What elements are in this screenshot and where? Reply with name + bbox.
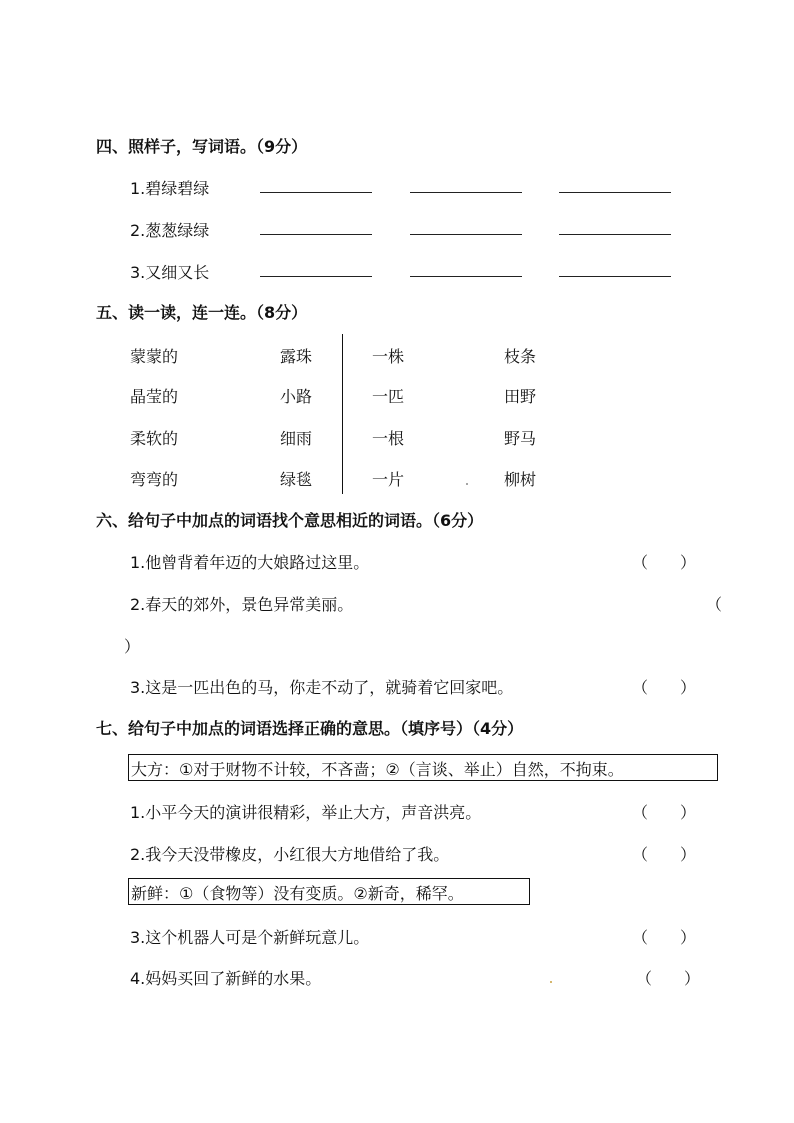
answer-parentheses[interactable]: （ ） <box>632 678 697 697</box>
section-4-heading: 四、照样子，写词语。（9分） <box>96 137 308 156</box>
section-7-item-3: 3.这个机器人可是个新鲜玩意儿。 <box>130 928 370 947</box>
section-5-heading: 五、读一读，连一连。（8分） <box>96 303 308 322</box>
answer-blank[interactable] <box>410 276 522 277</box>
match-left-noun[interactable]: 露珠 <box>280 347 313 366</box>
match-right-measure-word[interactable]: 一片 <box>372 470 405 489</box>
match-left-adjective[interactable]: 柔软的 <box>130 429 179 448</box>
match-right-measure-word[interactable]: 一匹 <box>372 387 405 406</box>
match-left-adjective[interactable]: 弯弯的 <box>130 470 179 489</box>
match-left-adjective[interactable]: 蒙蒙的 <box>130 347 179 366</box>
section-4-item-2: 2.葱葱绿绿 <box>130 221 210 240</box>
answer-paren-close[interactable]: ） <box>124 637 141 656</box>
answer-blank[interactable] <box>260 234 372 235</box>
stray-dot <box>550 981 552 983</box>
section-4-item-3: 3.又细又长 <box>130 263 210 282</box>
match-right-measure-word[interactable]: 一根 <box>372 429 405 448</box>
answer-blank[interactable] <box>410 192 522 193</box>
section-6-item-3: 3.这是一匹出色的马，你走不动了，就骑着它回家吧。 <box>130 678 514 697</box>
section-4-item-1: 1.碧绿碧绿 <box>130 179 210 198</box>
section-7-heading: 七、给句子中加点的词语选择正确的意思。（填序号）（4分） <box>96 719 524 738</box>
answer-parentheses[interactable]: （ ） <box>632 928 697 947</box>
definition-text: 新鲜：①（食物等）没有变质。②新奇，稀罕。 <box>131 884 464 903</box>
answer-parentheses[interactable]: （ ） <box>632 845 697 864</box>
definition-box-xinxian <box>128 878 530 905</box>
definition-text: 大方：①对于财物不计较，不吝啬；②（言谈、举止）自然，不拘束。 <box>131 760 624 779</box>
answer-paren-open[interactable]: （ <box>706 595 723 614</box>
answer-parentheses[interactable]: （ ） <box>632 553 697 572</box>
section-6-heading: 六、给句子中加点的词语找个意思相近的词语。（6分） <box>96 511 484 530</box>
definition-box-dafang <box>128 754 718 781</box>
match-left-noun[interactable]: 绿毯 <box>280 470 313 489</box>
match-left-adjective[interactable]: 晶莹的 <box>130 387 179 406</box>
answer-parentheses[interactable]: （ ） <box>636 969 701 988</box>
section-7-item-1: 1.小平今天的演讲很精彩，举止大方，声音洪亮。 <box>130 803 482 822</box>
answer-blank[interactable] <box>260 276 372 277</box>
section-6-item-2: 2.春天的郊外，景色异常美丽。 <box>130 595 354 614</box>
answer-blank[interactable] <box>559 192 671 193</box>
section-7-item-4: 4.妈妈买回了新鲜的水果。 <box>130 969 322 988</box>
answer-blank[interactable] <box>559 234 671 235</box>
section-6-item-1: 1.他曾背着年迈的大娘路过这里。 <box>130 553 370 572</box>
match-right-noun[interactable]: 田野 <box>504 387 537 406</box>
match-right-measure-word[interactable]: 一株 <box>372 347 405 366</box>
answer-blank[interactable] <box>559 276 671 277</box>
column-divider <box>342 334 343 494</box>
answer-blank[interactable] <box>260 192 372 193</box>
stray-dot <box>466 483 468 485</box>
match-right-noun[interactable]: 柳树 <box>504 470 537 489</box>
match-right-noun[interactable]: 枝条 <box>504 347 537 366</box>
match-right-noun[interactable]: 野马 <box>504 429 537 448</box>
answer-parentheses[interactable]: （ ） <box>632 803 697 822</box>
match-left-noun[interactable]: 细雨 <box>280 429 313 448</box>
section-7-item-2: 2.我今天没带橡皮，小红很大方地借给了我。 <box>130 845 450 864</box>
match-left-noun[interactable]: 小路 <box>280 387 313 406</box>
answer-blank[interactable] <box>410 234 522 235</box>
